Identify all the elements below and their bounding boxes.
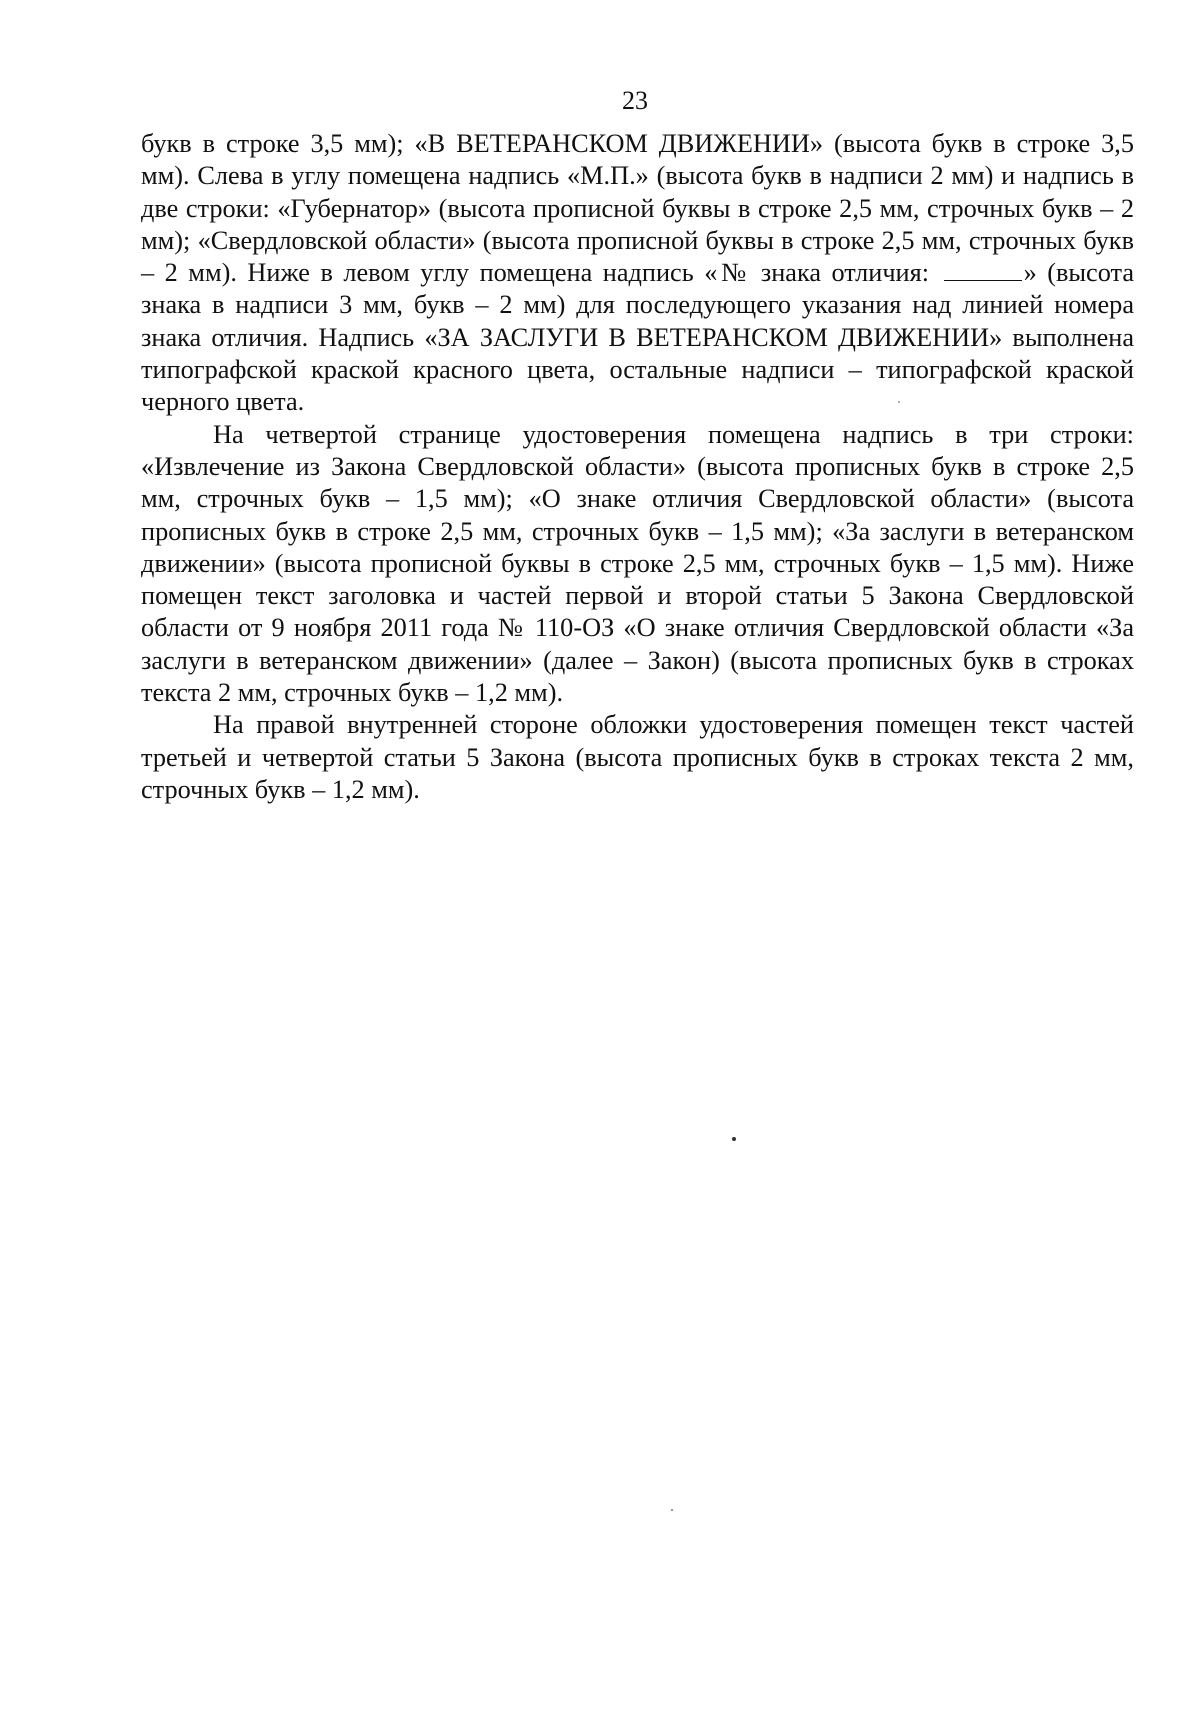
scan-speck [898, 401, 900, 403]
document-body [141, 128, 1134, 806]
scan-speck [732, 1137, 736, 1141]
paragraph-2: На четвертой странице удостоверения помещена надпись в три строки: «Извлечение из Закона Свердловской области» (высота прописных букв в строке 2,5 мм, строчных букв – 1,5 мм); «О знаке отличия Свердловской области» (высота прописных букв в строке 2,5 мм, строчных букв – 1,5 мм); «За заслуги в ветеранском движении» (высота прописной буквы в строке 2,5 мм, строчных букв – 1,5 мм). Ниже помещен текст заголовка и частей первой и второй статьи 5 Закона Свердловской области от 9 ноября 2011 года № 110-ОЗ «О знаке отличия Свердловской области «За заслуги в ветеранском движении» (далее – Закон) (высота прописных букв в строках текста 2 мм, строчных букв – 1,2 мм). [141, 419, 1134, 708]
paragraph-3: На правой внутренней стороне обложки удостоверения помещен текст частей третьей и четвертой статьи 5 Закона (высота прописных букв в строках текста 2 мм, строчных букв – 1,2 мм). [141, 710, 1134, 804]
scan-speck [671, 1509, 673, 1511]
page-number: 23 [622, 86, 648, 115]
paragraph-1 [141, 128, 1134, 419]
paragraph-1-text-start: букв в строке 3,5 мм); «В ВЕТЕРАНСКОМ ДВИЖЕНИИ» (высота букв в строке 3,5 мм). Слева в углу помещена надпись «М.П.» (высота букв в надписи 2 мм) и надпись в две строки: «Губернатор» (высота прописной буквы в строке 2,5 мм, строчных букв – 2 мм); «Свердловской области» (высота прописной буквы в строке 2,5 мм, строчных букв – 2 мм). Ниже в левом углу помещена надпись «№ знака отличия: [141, 129, 1134, 288]
badge-number-blank-line [944, 262, 1022, 281]
paragraph-1-text-end: » (высота знака в надписи 3 мм, букв – 2 мм) для последующего указания над линией номера знака отличия. Надпись «ЗА ЗАСЛУГИ В ВЕТЕРАНСКОМ ДВИЖЕНИИ» выполнена типографской краской красного цвета, остальные надписи – типографской краской черного цвета. [141, 258, 1135, 417]
